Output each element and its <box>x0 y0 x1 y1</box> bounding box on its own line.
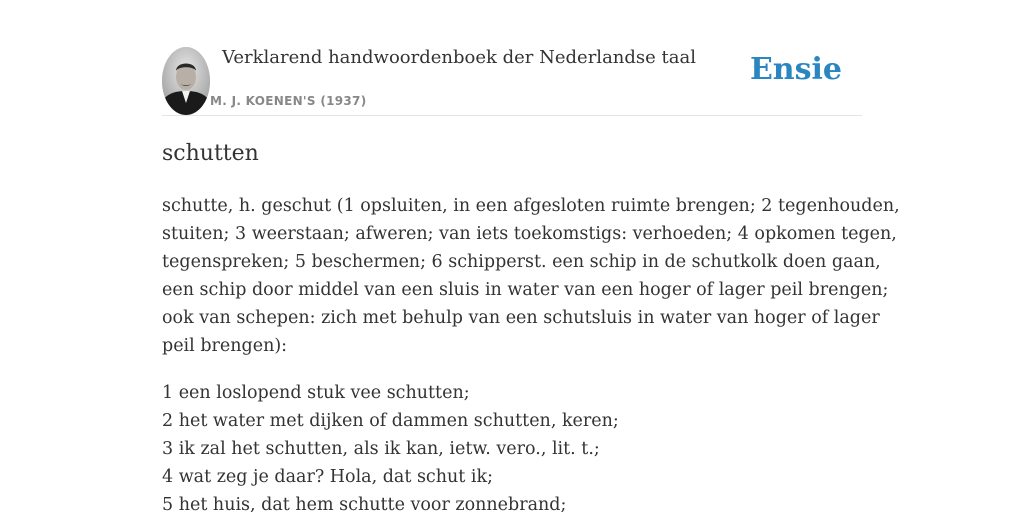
definition-line: een schip door middel van een sluis in water van een hoger of lager peil brengen; <box>162 280 889 300</box>
entry-definition <box>162 192 900 360</box>
dictionary-edition: M. J. KOENEN'S (1937) <box>210 94 367 108</box>
definition-line: schutte, h. geschut (1 opsluiten, in een afgesloten ruimte brengen; 2 tegenhouden, <box>162 196 900 216</box>
example-line: 4 wat zeg je daar? Hola, dat schut ik; <box>162 467 493 487</box>
definition-line: peil brengen): <box>162 336 288 356</box>
example-line: 2 het water met dijken of dammen schutten, keren; <box>162 411 619 431</box>
definition-line: stuiten; 3 weerstaan; afweren; van iets toekomstigs: verhoeden; 4 opkomen tegen, <box>162 224 897 244</box>
portrait-image <box>162 47 210 115</box>
entry-examples <box>162 379 862 512</box>
page <box>162 0 900 512</box>
example-line: 1 een loslopend stuk vee schutten; <box>162 383 470 403</box>
author-portrait <box>162 47 210 115</box>
ensie-logo-link[interactable]: Ensie <box>749 52 842 87</box>
dictionary-title: Verklarend handwoordenboek der Nederlandse taal <box>222 47 696 68</box>
definition-line: tegenspreken; 5 beschermen; 6 schipperst. een schip in de schutkolk doen gaan, <box>162 252 881 272</box>
definition-line: ook van schepen: zich met behulp van een schutsluis in water van hoger of lager <box>162 308 880 328</box>
example-line: 5 het huis, dat hem schutte voor zonnebrand; <box>162 495 567 512</box>
entry-title: schutten <box>162 141 259 166</box>
header <box>162 0 862 116</box>
example-line: 3 ik zal het schutten, als ik kan, ietw. vero., lit. t.; <box>162 439 600 459</box>
